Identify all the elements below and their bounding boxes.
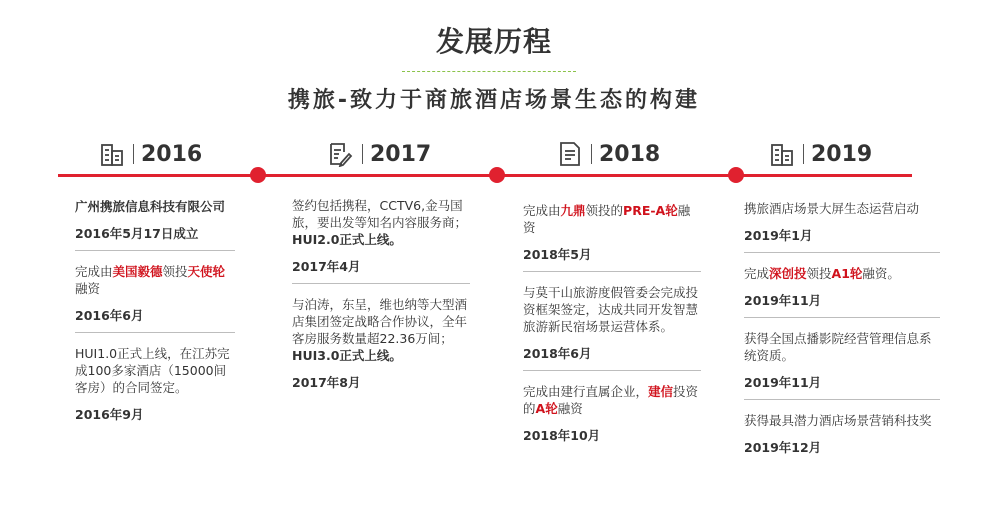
year-label: 2016: [141, 141, 203, 167]
highlight-text: A1轮: [831, 266, 863, 281]
column-2017: [292, 197, 470, 391]
timeline-dot: [489, 167, 505, 183]
entry-description: 完成由美国毅德领投天使轮融资: [75, 264, 226, 296]
entry-divider: [75, 250, 235, 251]
document-list-icon: [558, 141, 582, 167]
column-2018: [523, 202, 701, 444]
timeline-entry: [75, 198, 235, 242]
year-label: 2018: [599, 141, 661, 167]
building-icon: [100, 141, 124, 167]
entry-divider: [744, 399, 940, 400]
year-header-2016: [100, 138, 202, 170]
timeline-dot: [728, 167, 744, 183]
entry-description: 完成由九鼎领投的PRE-A轮融资: [523, 203, 691, 235]
year-header-2019: [770, 138, 872, 170]
entry-description: HUI1.0正式上线，在江苏完成100多家酒店（15000间客房）的合同签定。: [75, 346, 230, 395]
timeline-entry: [744, 412, 940, 456]
column-2016: [75, 198, 235, 423]
year-separator: [362, 144, 363, 164]
entry-date: 2019年1月: [744, 228, 813, 243]
year-separator: [133, 144, 134, 164]
entry-divider: [744, 252, 940, 253]
year-label: 2017: [370, 141, 432, 167]
document-edit-icon: [327, 141, 353, 167]
highlight-text: 九鼎: [560, 203, 586, 218]
entry-date: 2018年10月: [523, 428, 601, 443]
year-separator: [591, 144, 592, 164]
entry-description: 完成由建行直属企业，建信投资的A轮融资: [523, 384, 699, 416]
highlight-text: 天使轮: [187, 264, 226, 279]
highlight-text: PRE-A轮: [623, 203, 678, 218]
page-subtitle: 携旅-致力于商旅酒店场景生态的构建: [287, 88, 701, 113]
timeline-entry: [523, 284, 701, 362]
timeline-entry: [744, 200, 940, 244]
entry-description: 签约包括携程，CCTV6,金马国旅，要出发等知名内容服务商；HUI2.0正式上线。: [292, 198, 468, 247]
highlight-text: A轮: [535, 401, 558, 416]
title-divider: [402, 71, 576, 72]
entry-description: 广州携旅信息科技有限公司: [75, 199, 226, 214]
entry-date: 2016年5月17日成立: [75, 226, 199, 241]
timeline-entry: [292, 197, 470, 275]
entry-description: 携旅酒店场景大屏生态运营启动: [744, 201, 920, 216]
timeline-entry: [523, 383, 701, 444]
timeline-line: [58, 174, 912, 177]
entry-description: 与莫干山旅游度假管委会完成投资框架签定，达成共同开发智慧旅游新民宿场景运营体系。: [523, 285, 699, 334]
timeline-entry: [292, 296, 470, 391]
entry-date: 2017年8月: [292, 375, 361, 390]
highlight-text: 美国毅德: [112, 264, 163, 279]
entry-divider: [75, 332, 235, 333]
entry-date: 2019年12月: [744, 440, 822, 455]
highlight-text: 建信: [648, 384, 674, 399]
year-header-2017: [327, 138, 431, 170]
timeline-dot: [250, 167, 266, 183]
entry-divider: [523, 370, 701, 371]
entry-date: 2016年6月: [75, 308, 144, 323]
building-icon: [770, 141, 794, 167]
column-2019: [744, 200, 940, 456]
entry-date: 2017年4月: [292, 259, 361, 274]
entry-divider: [744, 317, 940, 318]
entry-divider: [523, 271, 701, 272]
entry-description: 获得最具潜力酒店场景营销科技奖: [744, 413, 932, 428]
entry-date: 2019年11月: [744, 293, 822, 308]
year-header-2018: [558, 138, 660, 170]
year-separator: [803, 144, 804, 164]
entry-description: 与泊涛，东呈，维也纳等大型酒店集团签定战略合作协议，全年客房服务数量超22.36万间；HUI3.0正式上线。: [292, 297, 468, 363]
entry-date: 2016年9月: [75, 407, 144, 422]
timeline-entry: [75, 345, 235, 423]
entry-date: 2019年11月: [744, 375, 822, 390]
entry-divider: [292, 283, 470, 284]
entry-date: 2018年6月: [523, 346, 592, 361]
highlight-text: 深创投: [769, 266, 807, 281]
entry-date: 2018年5月: [523, 247, 592, 262]
entry-description: 完成深创投领投A1轮融资。: [744, 266, 900, 281]
timeline-entry: [75, 263, 235, 324]
timeline-entry: [744, 265, 940, 309]
year-label: 2019: [811, 141, 873, 167]
entry-description: 获得全国点播影院经营管理信息系统资质。: [744, 331, 932, 363]
timeline-entry: [523, 202, 701, 263]
timeline-entry: [744, 330, 940, 391]
page-title: 发展历程: [435, 25, 552, 58]
